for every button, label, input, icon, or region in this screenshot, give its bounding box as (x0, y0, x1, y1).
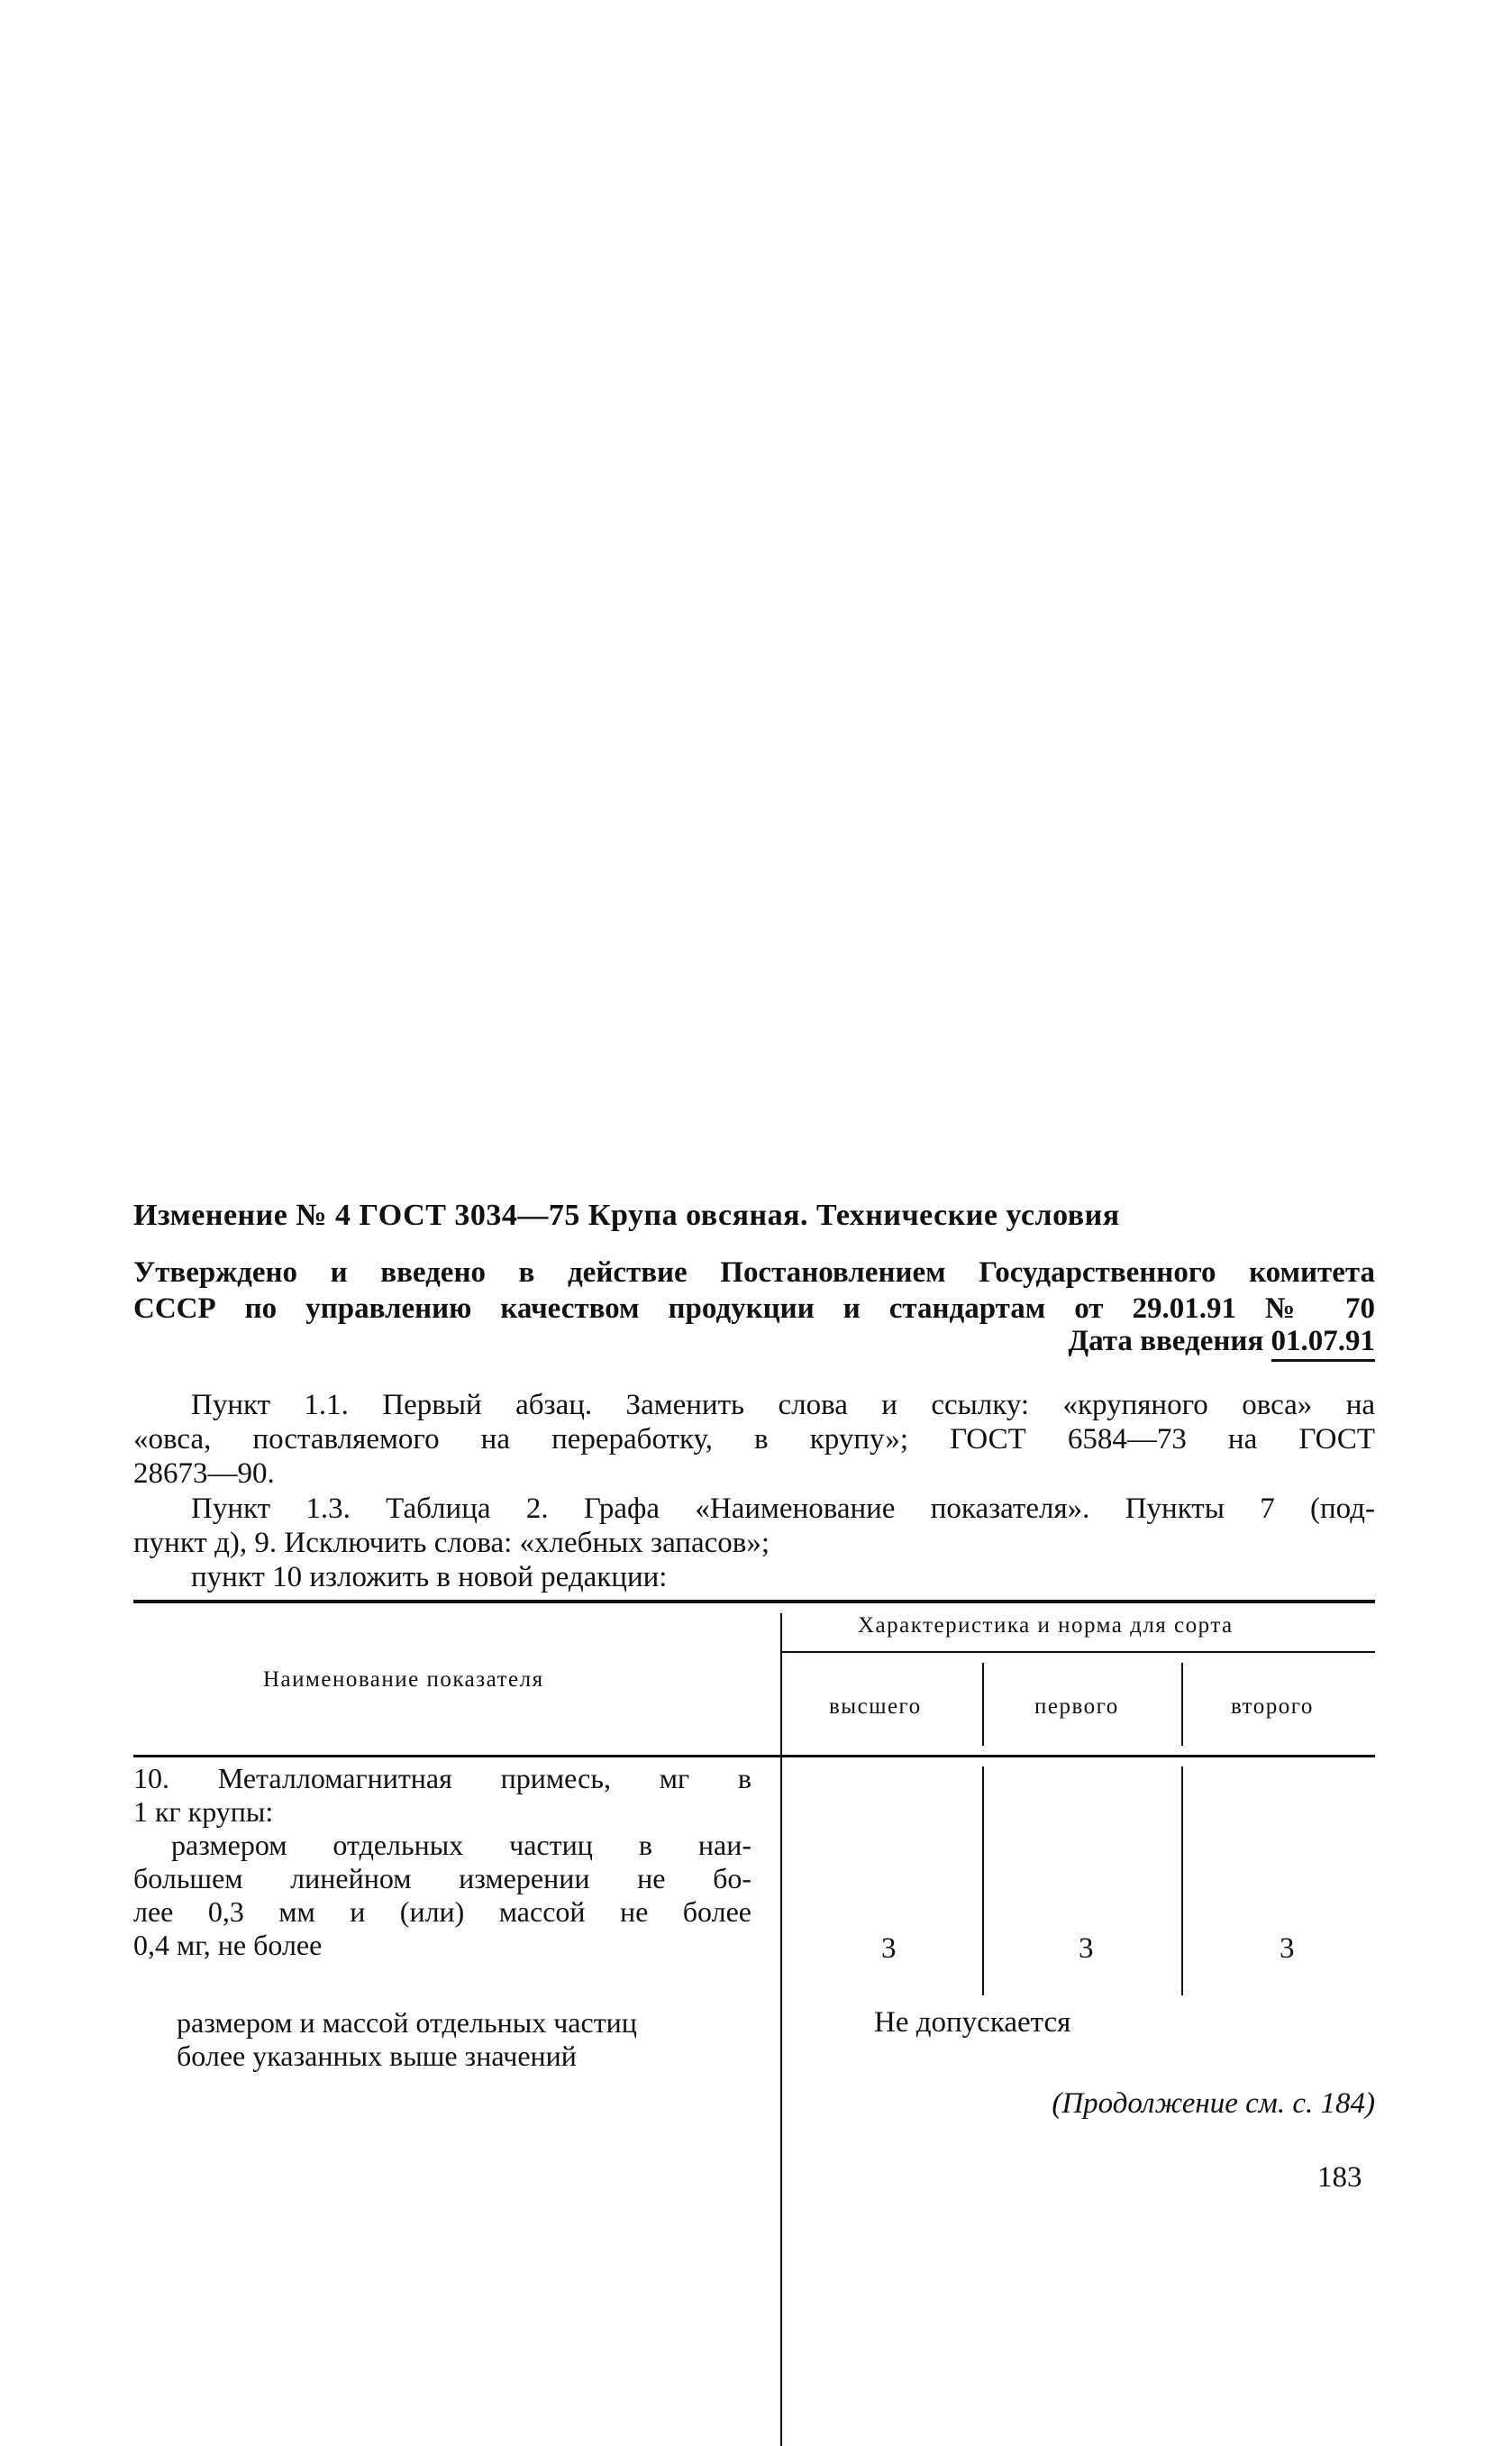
table-col-divider (780, 1613, 782, 2446)
paragraph-line: «овса, поставляемого на переработку, в крупу»; ГОСТ 6584—73 на ГОСТ (133, 1423, 1375, 1456)
introduction-date-label: Дата введения (1068, 1325, 1264, 1357)
table-col-divider (982, 1766, 984, 1995)
table-header-grade-second: второго (1231, 1694, 1314, 1719)
table-cell-line: лее 0,3 мм и (или) массой не более (133, 1895, 751, 1928)
table-row-10-value-first: 3 (1079, 1932, 1094, 1965)
table-group-header-rule (782, 1651, 1375, 1653)
table-header-grade-highest: высшего (829, 1694, 922, 1719)
table-row-10b-name (177, 2006, 751, 2073)
table-header-grade-group: Характеристика и норма для сорта (858, 1613, 1234, 1638)
table-cell-line: 10. Металломагнитная примесь, мг в (133, 1762, 751, 1794)
table-row-10-name (133, 1762, 751, 1962)
approval-line-1: Утверждено и введено в действие Постановлением Государственного комитета (133, 1256, 1375, 1289)
table-row-10-value-second: 3 (1280, 1932, 1295, 1965)
table-cell-line: размером отдельных частиц в наи- (171, 1829, 751, 1861)
introduction-date (133, 1325, 1375, 1358)
paragraph-line: Пункт 1.3. Таблица 2. Графа «Наименование показателя». Пункты 7 (под- (191, 1492, 1375, 1525)
table-header-bottom-rule (133, 1755, 1375, 1757)
page-number: 183 (1317, 2161, 1362, 2194)
table-col-divider (1181, 1766, 1183, 1995)
table-cell-line: большем линейном измерении не бо- (133, 1862, 751, 1894)
paragraph-line: пункт 10 изложить в новой редакции: (191, 1561, 668, 1593)
approval-statement (133, 1255, 1375, 1327)
table-row-10b-value: Не допускается (874, 2006, 1071, 2039)
table-cell-line: 0,4 мг, не более (133, 1929, 323, 1961)
table-header-grade-first: первого (1034, 1694, 1119, 1719)
table-top-rule (133, 1600, 1375, 1603)
table-header-indicator-name: Наименование показателя (263, 1667, 544, 1692)
table-col-divider (982, 1663, 984, 1746)
table-cell-line: более указанных выше значений (177, 2040, 577, 2072)
continuation-note: (Продолжение см. с. 184) (1052, 2087, 1375, 2120)
paragraph-line: пункт д), 9. Исключить слова: «хлебных запасов»; (133, 1527, 770, 1559)
paragraph-line: Пункт 1.1. Первый абзац. Заменить слова и ссылку: «крупяного овса» на (191, 1389, 1375, 1421)
paragraph-point-10 (133, 1560, 1375, 1594)
introduction-date-value: 01.07.91 (1271, 1325, 1376, 1362)
table-col-divider (1181, 1663, 1183, 1746)
table-cell-line: размером и массой отдельных частиц (177, 2006, 637, 2039)
approval-line-2: СССР по управлению качеством продукции и стандартам от 29.01.91 № 70 (133, 1292, 1375, 1325)
paragraph-1-3 (133, 1492, 1375, 1560)
table-cell-line: 1 кг крупы: (133, 1795, 274, 1828)
paragraph-1-1 (133, 1388, 1375, 1491)
table-row-10-value-highest: 3 (881, 1932, 897, 1965)
paragraph-line: 28673—90. (133, 1457, 275, 1490)
document-title: Изменение № 4 ГОСТ 3034—75 Крупа овсяная. Технические условия (133, 1199, 1120, 1232)
